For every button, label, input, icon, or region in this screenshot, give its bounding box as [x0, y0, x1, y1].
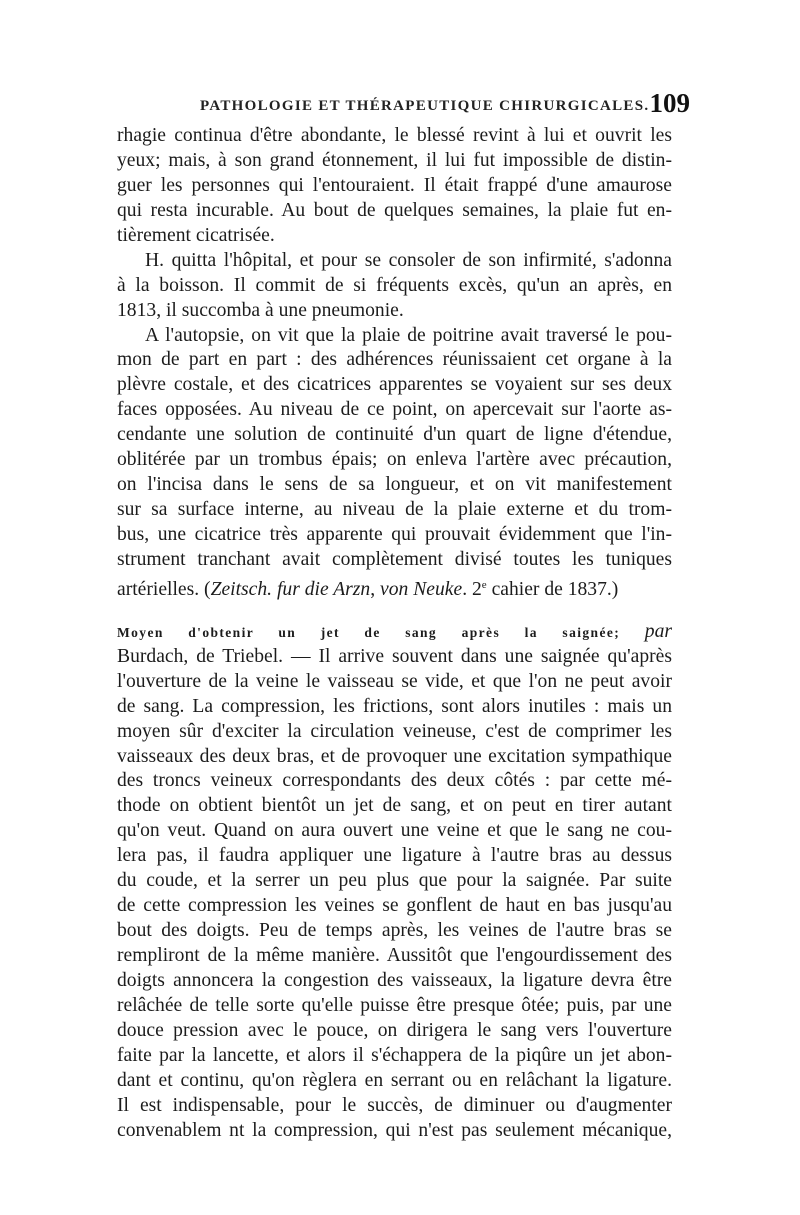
citation-start: artérielles. ( [117, 578, 211, 600]
text-line: thode on obtient bientôt un jet de sang, et on peut en tirer autant [117, 795, 672, 817]
paragraph-hospital [117, 249, 672, 324]
text-line: à la boisson. Il commit de si fréquents excès, qu'un an après, en [117, 274, 672, 296]
text-line: 1813, il succomba à une pneumonie. [117, 299, 404, 321]
paragraph-autopsy [117, 324, 672, 598]
text-line: du coude, et la serrer un peu plus que pour la saignée. Par suite [117, 870, 672, 892]
text-line: mon de part en part : des adhérences réunissaient cet organe à la [117, 349, 672, 371]
citation-source: Zeitsch. fur die Arzn [210, 578, 371, 600]
text-line: dant et continu, qu'on règlera en serrant ou en relâchant la ligature. [117, 1069, 672, 1091]
text-line: des troncs veineux correspondants des deux côtés : par cette mé- [117, 770, 672, 792]
text-line: qu'on veut. Quand on aura ouvert une veine et que le sang ne cou- [117, 820, 672, 842]
citation-superscript: e [481, 578, 487, 591]
text-line: faite par la lancette, et alors il s'échappera de la piqûre un jet abon- [117, 1044, 672, 1066]
text-line: bout des doigts. Peu de temps après, les veines de l'autre bras se [117, 920, 672, 942]
text-line: de cette compression les veines se gonflent de haut en bas jusqu'au [117, 895, 672, 917]
text-line: convenablem nt la compression, qui n'est pas seulement mécanique, [117, 1119, 672, 1141]
text-line: vaisseaux des deux bras, et de provoquer une excitation sympathique [117, 745, 672, 767]
text-line: l'ouverture de la veine le vaisseau se vide, et que l'on ne peut avoir [117, 670, 672, 692]
text-line: moyen sûr d'exciter la circulation veineuse, c'est de comprimer les [117, 720, 672, 742]
text-line: cendante une solution de continuité d'un quart de ligne d'étendue, [117, 424, 672, 446]
text-line: on l'incisa dans le sens de sa longueur, et on vit manifestement [117, 474, 672, 496]
running-title: PATHOLOGIE ET THÉRAPEUTIQUE CHIRURGICALES. [200, 98, 650, 114]
section-heading: Moyen d'obtenir un jet de sang après la saignée; [117, 624, 621, 640]
text-line: Il est indispensable, pour le succès, de diminuer ou d'augmenter [117, 1094, 672, 1116]
page-number: 109 [649, 88, 690, 118]
body-text [117, 124, 672, 1144]
text-line: faces opposées. Au niveau de ce point, on apercevait sur l'aorte as- [117, 399, 672, 421]
text-line: yeux; mais, à son grand étonnement, il lui fut impossible de distin- [117, 149, 672, 171]
section-heading-line [117, 620, 672, 645]
text-line: sur sa surface interne, au niveau de la plaie externe et du trom- [117, 499, 672, 521]
section-heading-par: par [644, 620, 672, 642]
text-line: Burdach, de Triebel. — Il arrive souvent dans une saignée qu'après [117, 645, 672, 667]
text-line: lera pas, il faudra appliquer une ligature à l'autre bras au dessus [117, 845, 672, 867]
text-line: strument tranchant avait complètement divisé toutes les tuniques [117, 548, 672, 570]
text-line: plèvre costale, et des cicatrices apparentes se voyaient sur ses deux [117, 374, 672, 396]
citation-issue: . 2 [462, 578, 482, 600]
citation-line [117, 573, 672, 598]
text-line: qui resta incurable. Au bout de quelques semaines, la plaie fut en- [117, 199, 672, 221]
paragraph-continuation [117, 124, 672, 249]
text-line: guer les personnes qui l'entouraient. Il était frappé d'une amaurose [117, 174, 672, 196]
text-line: rempliront de la même manière. Aussitôt que l'engourdissement des [117, 945, 672, 966]
text-line: A l'autopsie, on vit que la plaie de poitrine avait traversé le pou- [145, 324, 672, 346]
citation-separator: , [370, 578, 381, 600]
page-header [200, 86, 690, 122]
citation-author: von Neuke [380, 578, 463, 600]
text-line: bus, une cicatrice très apparente qui prouvait évidemment que l'in- [117, 524, 672, 545]
text-line: douce pression avec le pouce, on dirigera le sang vers l'ouverture [117, 1019, 672, 1041]
citation-year: cahier de 1837.) [486, 578, 619, 600]
text-line: tièrement cicatrisée. [117, 224, 275, 246]
text-line: de sang. La compression, les frictions, sont alors inutiles : mais un [117, 695, 672, 717]
text-line: relâchée de telle sorte qu'elle puisse être presque ôtée; puis, par une [117, 994, 672, 1016]
section-jet-de-sang [117, 620, 672, 1144]
text-line: rhagie continua d'être abondante, le blessé revint à lui et ouvrit les [117, 125, 672, 146]
text-line: doigts annoncera la congestion des vaisseaux, la ligature devra être [117, 969, 672, 991]
text-line: H. quitta l'hôpital, et pour se consoler de son infirmité, s'adonna [145, 249, 672, 271]
text-line: oblitérée par un trombus épais; on enleva l'artère avec précaution, [117, 449, 672, 471]
